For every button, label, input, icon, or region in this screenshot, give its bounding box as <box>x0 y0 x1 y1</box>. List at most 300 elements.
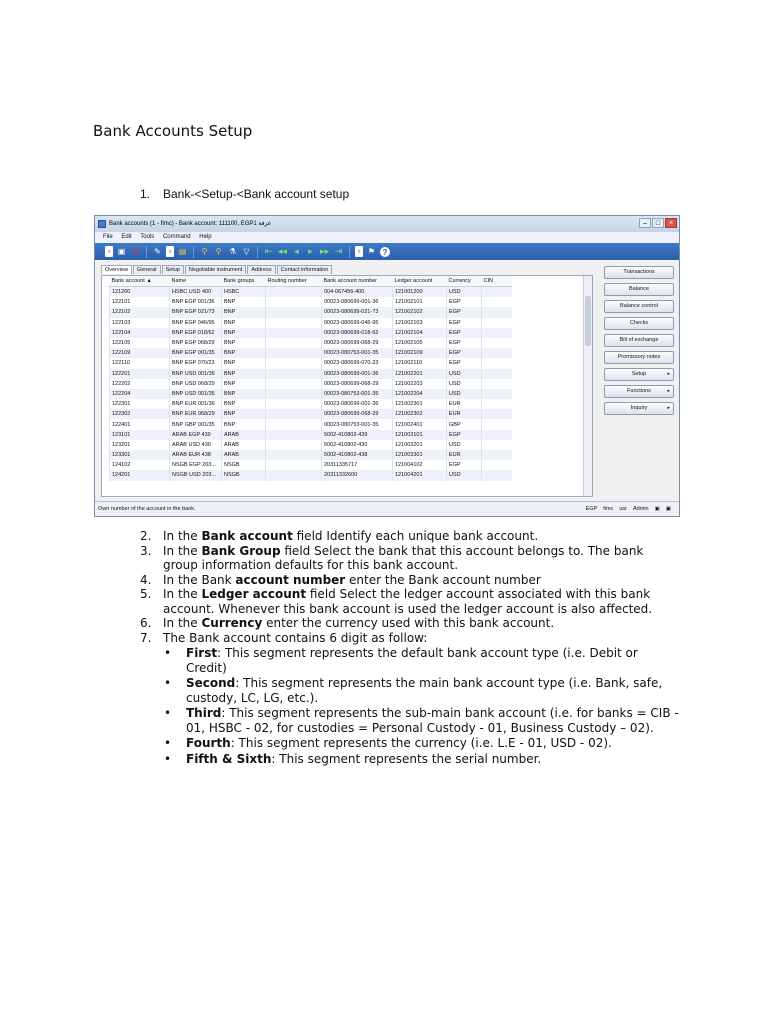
table-cell[interactable]: 121002101 <box>393 297 447 307</box>
table-cell[interactable]: 20311335717 <box>322 460 393 470</box>
step-text: In the <box>163 529 202 543</box>
step-number: 7. <box>140 630 152 645</box>
tab-overview[interactable]: Overview <box>101 265 132 274</box>
step-field-name: Bank account <box>201 529 293 543</box>
table-cell[interactable] <box>482 419 512 429</box>
step-text: The Bank account contains 6 digit as follow: <box>163 630 428 645</box>
table-cell[interactable]: HSBC <box>222 287 266 298</box>
table-cell[interactable]: 00023-080699-021-73 <box>322 307 393 317</box>
table-cell[interactable]: BNP <box>222 348 266 358</box>
table-cell[interactable] <box>266 460 322 470</box>
minimize-icon[interactable]: – <box>639 218 651 228</box>
table-cell[interactable]: 121002102 <box>393 307 447 317</box>
status-currency: EGP <box>585 506 598 512</box>
table-cell[interactable]: 00023-080699-001-36 <box>322 399 393 409</box>
table-cell[interactable] <box>482 460 512 470</box>
new-icon[interactable]: ▫ <box>105 246 113 257</box>
table-cell[interactable]: 122202 <box>110 379 170 389</box>
table-cell[interactable]: HSBC USD 400 <box>170 287 222 298</box>
tab-contact-information[interactable]: Contact information <box>277 265 333 274</box>
segment-description: : This segment represents the main bank account type (i.e. Bank, safe, custody, LC, LG, etc.). <box>186 676 663 705</box>
status-bar <box>95 501 679 516</box>
step-number: 2. <box>140 529 152 543</box>
table-cell[interactable]: 122109 <box>110 348 170 358</box>
button-label: Inquiry <box>630 405 648 411</box>
segment-description: : This segment represents the serial number. <box>271 751 542 766</box>
segment-name: Fifth & Sixth <box>186 751 272 766</box>
table-cell[interactable] <box>266 297 322 307</box>
table-cell[interactable]: 5002-410802-439 <box>322 430 393 440</box>
previous-page-icon[interactable]: ◂◂ <box>277 246 288 256</box>
table-cell[interactable]: BNP <box>222 307 266 317</box>
table-cell[interactable] <box>482 358 512 368</box>
table-cell[interactable]: 122101 <box>110 297 170 307</box>
table-cell[interactable]: BNP EGP 001/35 <box>170 348 222 358</box>
table-cell[interactable]: BNP USD 068/29 <box>170 379 222 389</box>
table-cell[interactable]: NSGB EGP 203... <box>170 460 222 470</box>
table-cell[interactable]: EGP <box>447 358 482 368</box>
table-cell[interactable] <box>266 430 322 440</box>
step-number: 5. <box>140 587 152 601</box>
table-cell[interactable]: 121002204 <box>393 389 447 399</box>
table-cell[interactable]: 00023-080699-070-23 <box>322 358 393 368</box>
button-label: Balance control <box>620 303 658 309</box>
table-cell[interactable]: 00023-080699-001-36 <box>322 297 393 307</box>
menu-file[interactable]: File <box>103 234 113 240</box>
column-header[interactable]: Bank account number <box>322 276 393 287</box>
tab-address[interactable]: Address <box>247 265 275 274</box>
table-row[interactable] <box>110 450 512 460</box>
table-cell[interactable]: 00023-080699-046-95 <box>322 318 393 328</box>
side-button-balance[interactable] <box>604 283 674 296</box>
table-cell[interactable]: USD <box>447 287 482 298</box>
table-cell[interactable]: USD <box>447 440 482 450</box>
table-cell[interactable]: BNP GBP 001/35 <box>170 419 222 429</box>
bullet-icon: • <box>164 676 172 690</box>
table-cell[interactable]: 122201 <box>110 369 170 379</box>
table-row[interactable] <box>110 460 512 470</box>
status-icon: ▣ <box>665 506 671 512</box>
bank-accounts-grid <box>101 275 593 497</box>
side-button-promissory-notes[interactable] <box>604 351 674 364</box>
list-item <box>140 676 680 705</box>
side-button-transactions[interactable] <box>604 266 674 279</box>
table-cell[interactable]: 121003201 <box>393 440 447 450</box>
button-label: Functions <box>627 388 651 394</box>
button-label: Checks <box>629 320 649 326</box>
column-header[interactable]: Bank groups <box>222 276 266 287</box>
table-cell[interactable] <box>266 328 322 338</box>
table-cell[interactable]: BNP EGP 018/62 <box>170 328 222 338</box>
table-cell[interactable]: 124102 <box>110 460 170 470</box>
table-cell[interactable] <box>266 419 322 429</box>
table-cell[interactable]: 5002-410802-430 <box>322 440 393 450</box>
table-cell[interactable]: 004-067456-400 <box>322 287 393 298</box>
table-cell[interactable]: BNP EUR 001/36 <box>170 399 222 409</box>
column-header[interactable]: Bank account ▲ <box>110 276 170 287</box>
table-cell[interactable]: 122401 <box>110 419 170 429</box>
bullet-icon: • <box>164 646 172 660</box>
table-cell[interactable]: 121002203 <box>393 379 447 389</box>
table-cell[interactable] <box>482 328 512 338</box>
table-cell[interactable]: 121002104 <box>393 328 447 338</box>
table-cell[interactable]: BNP <box>222 379 266 389</box>
side-button-balance-control[interactable] <box>604 300 674 313</box>
table-cell[interactable] <box>482 307 512 317</box>
last-record-icon[interactable]: ⇥ <box>334 246 343 256</box>
menu-help[interactable]: Help <box>199 234 212 240</box>
list-item <box>140 646 680 675</box>
step-text: enter the currency used with this bank account. <box>262 616 555 630</box>
table-cell[interactable]: EGP <box>447 318 482 328</box>
table-cell[interactable]: ARAB EGP 439 <box>170 430 222 440</box>
filter-icon[interactable]: ⚲ <box>215 247 222 256</box>
step-6 <box>140 616 680 631</box>
table-cell[interactable]: NSGB <box>222 460 266 470</box>
table-cell[interactable] <box>266 369 322 379</box>
button-label: Transactions <box>623 269 655 275</box>
table-header <box>110 276 512 287</box>
menu-bar <box>95 232 679 243</box>
next-record-icon[interactable]: ▸ <box>308 246 313 256</box>
button-label: Setup <box>631 371 647 377</box>
table-cell[interactable]: EGP <box>447 348 482 358</box>
step-field-name: account number <box>235 572 346 587</box>
bank-accounts-screenshot <box>94 215 680 517</box>
column-header[interactable]: Ledger account <box>393 276 447 287</box>
close-icon[interactable]: × <box>665 218 677 228</box>
table-cell[interactable] <box>482 399 512 409</box>
table-cell[interactable]: 121002109 <box>393 348 447 358</box>
table-cell[interactable]: BNP EGP 070/23 <box>170 358 222 368</box>
table-cell[interactable]: 121002302 <box>393 409 447 419</box>
tab-bar <box>101 265 333 274</box>
table-cell[interactable]: 00023-080699-018-62 <box>322 328 393 338</box>
table-cell[interactable]: BNP EGP 046/95 <box>170 318 222 328</box>
table-cell[interactable] <box>266 287 322 298</box>
table-cell[interactable]: EGP <box>447 297 482 307</box>
table-cell[interactable]: 122103 <box>110 318 170 328</box>
table-row[interactable] <box>110 358 512 368</box>
table-cell[interactable] <box>482 389 512 399</box>
page-title: Bank Accounts Setup <box>93 122 253 140</box>
table-row[interactable] <box>110 430 512 440</box>
table-cell[interactable]: 121004102 <box>393 460 447 470</box>
table-cell[interactable]: 123301 <box>110 450 170 460</box>
table-cell[interactable]: BNP <box>222 338 266 348</box>
tab-negotiable-instrument[interactable]: Negotiable instrument <box>185 265 247 274</box>
menu-command[interactable]: Command <box>162 234 191 240</box>
step-4 <box>140 573 680 588</box>
table-cell[interactable] <box>482 297 512 307</box>
filter-by-selection-icon[interactable]: ⚲ <box>201 247 208 256</box>
menu-tools[interactable]: Tools <box>140 234 155 240</box>
table-cell[interactable]: NSGB <box>222 470 266 480</box>
table-row[interactable] <box>110 287 512 298</box>
table-cell[interactable]: 121002105 <box>393 338 447 348</box>
side-button-setup[interactable] <box>604 368 674 381</box>
document-icon[interactable]: ▫ <box>166 246 174 257</box>
table-cell[interactable]: BNP USD 001/35 <box>170 389 222 399</box>
button-label: Promissory notes <box>617 354 661 360</box>
table-cell[interactable]: 5002-410802-438 <box>322 450 393 460</box>
side-button-inquiry[interactable] <box>604 402 674 415</box>
table-cell[interactable]: EGP <box>447 430 482 440</box>
table-cell[interactable]: 20311332600 <box>322 470 393 480</box>
side-button-bill-of-exchange[interactable] <box>604 334 674 347</box>
table-cell[interactable]: USD <box>447 369 482 379</box>
bullet-icon: • <box>164 751 172 766</box>
table-cell[interactable]: 122204 <box>110 389 170 399</box>
table-row[interactable] <box>110 328 512 338</box>
table-body <box>110 287 512 481</box>
table-cell[interactable]: 00023-080753-001-35 <box>322 389 393 399</box>
table-cell[interactable]: BNP USD 001/36 <box>170 369 222 379</box>
table-row[interactable] <box>110 338 512 348</box>
table-cell[interactable]: BNP <box>222 358 266 368</box>
table-cell[interactable]: 121004201 <box>393 470 447 480</box>
table-cell[interactable]: 121003301 <box>393 450 447 460</box>
table-cell[interactable]: 00023-080753-001-35 <box>322 348 393 358</box>
step-3 <box>140 544 680 573</box>
help-icon[interactable]: ? <box>380 247 390 257</box>
table-cell[interactable] <box>266 470 322 480</box>
table-cell[interactable] <box>266 348 322 358</box>
segment-name: First <box>186 646 218 660</box>
first-record-icon[interactable]: ⇤ <box>264 246 273 256</box>
table-cell[interactable] <box>266 338 322 348</box>
step-text: Bank-<Setup-<Bank account setup <box>163 187 350 201</box>
table-cell[interactable]: EGP <box>447 307 482 317</box>
table-row[interactable] <box>110 379 512 389</box>
table-cell[interactable]: 122104 <box>110 328 170 338</box>
table-cell[interactable]: BNP <box>222 297 266 307</box>
table-cell[interactable] <box>482 369 512 379</box>
table-cell[interactable]: BNP <box>222 328 266 338</box>
table-cell[interactable] <box>266 399 322 409</box>
status-role: Admin <box>633 506 649 512</box>
table-cell[interactable]: 00023-080699-001-36 <box>322 369 393 379</box>
segment-name: Third <box>186 706 222 720</box>
segment-description: : This segment represents the default bank account type (i.e. Debit or Credit) <box>186 646 638 675</box>
table-cell[interactable] <box>482 287 512 298</box>
table-cell[interactable] <box>482 338 512 348</box>
table-row[interactable] <box>110 389 512 399</box>
table-row[interactable] <box>110 409 512 419</box>
table-cell[interactable]: USD <box>447 470 482 480</box>
table-cell[interactable]: ARAB USD 430 <box>170 440 222 450</box>
table-cell[interactable]: BNP <box>222 399 266 409</box>
table-row[interactable] <box>110 348 512 358</box>
table-cell[interactable]: BNP <box>222 419 266 429</box>
table-cell[interactable]: 121002301 <box>393 399 447 409</box>
table-cell[interactable] <box>482 450 512 460</box>
table-cell[interactable]: 00023-080699-068-29 <box>322 338 393 348</box>
advanced-filter-icon[interactable]: ⚗ <box>228 247 237 256</box>
menu-edit[interactable]: Edit <box>121 234 132 240</box>
table-cell[interactable] <box>482 379 512 389</box>
table-cell[interactable] <box>482 440 512 450</box>
table-row[interactable] <box>110 369 512 379</box>
table-cell[interactable]: 121003101 <box>393 430 447 440</box>
table-cell[interactable] <box>482 318 512 328</box>
toolbar-separator <box>349 246 350 258</box>
table-cell[interactable]: NSGB USD 203... <box>170 470 222 480</box>
table-cell[interactable]: ARAB EUR 438 <box>170 450 222 460</box>
window-title: Bank accounts (1 - fimc) - Bank account: 111100, EGP1 غرفة <box>109 221 271 227</box>
table-cell[interactable]: 121002103 <box>393 318 447 328</box>
table-cell[interactable] <box>266 440 322 450</box>
toolbar <box>95 243 679 260</box>
table-row[interactable] <box>110 470 512 480</box>
delete-icon[interactable]: ✕ <box>132 247 139 256</box>
list-item <box>140 736 680 751</box>
table-row[interactable] <box>110 318 512 328</box>
table-cell[interactable]: EGP <box>447 328 482 338</box>
table-row[interactable] <box>110 419 512 429</box>
table-cell[interactable]: 121002401 <box>393 419 447 429</box>
table-cell[interactable] <box>482 348 512 358</box>
window-title-bar <box>95 216 679 232</box>
submenu-arrow-icon: ▸ <box>667 371 670 377</box>
table-cell[interactable] <box>266 307 322 317</box>
table-cell[interactable]: EUR <box>447 409 482 419</box>
tab-setup[interactable]: Setup <box>162 265 184 274</box>
step-field-name: Bank Group <box>201 543 281 558</box>
table-cell[interactable]: 122105 <box>110 338 170 348</box>
table-cell[interactable]: BNP EUR 068/29 <box>170 409 222 419</box>
table-cell[interactable]: EGP <box>447 460 482 470</box>
table-cell[interactable] <box>482 430 512 440</box>
status-fields <box>586 502 671 516</box>
segment-name: Second <box>186 676 236 690</box>
table-row[interactable] <box>110 297 512 307</box>
toolbar-separator <box>257 246 258 258</box>
attach-icon[interactable]: ✎ <box>154 247 161 256</box>
table-cell[interactable] <box>266 318 322 328</box>
table-cell[interactable]: 00023-080699-068-29 <box>322 409 393 419</box>
instruction-steps <box>140 529 680 766</box>
column-header[interactable]: CIN <box>482 276 512 287</box>
table-cell[interactable] <box>266 379 322 389</box>
button-label: Balance <box>629 286 649 292</box>
table-cell[interactable]: USD <box>447 389 482 399</box>
table-cell[interactable]: EUR <box>447 399 482 409</box>
bullet-icon: • <box>164 736 172 750</box>
list-item <box>140 752 680 767</box>
table-cell[interactable]: BNP EGP 001/36 <box>170 297 222 307</box>
maximize-icon[interactable]: □ <box>652 218 664 228</box>
step-number: 4. <box>140 572 152 587</box>
column-header[interactable]: Routing number <box>266 276 322 287</box>
table-cell[interactable]: BNP <box>222 409 266 419</box>
table-cell[interactable]: BNP <box>222 318 266 328</box>
step-text: In the Bank <box>163 572 236 587</box>
table-cell[interactable]: EGP <box>447 338 482 348</box>
previous-record-icon[interactable]: ◂ <box>294 246 299 256</box>
table-cell[interactable]: BNP <box>222 369 266 379</box>
tab-general[interactable]: General <box>133 265 161 274</box>
table-cell[interactable] <box>266 358 322 368</box>
table-cell[interactable]: 122110 <box>110 358 170 368</box>
table-cell[interactable]: 121001200 <box>393 287 447 298</box>
step-number: 3. <box>140 543 152 558</box>
toolbar-separator <box>146 246 147 258</box>
table-cell[interactable]: 00023-080753-001-35 <box>322 419 393 429</box>
bank-accounts-table <box>109 276 512 481</box>
table-cell[interactable]: ARAB <box>222 440 266 450</box>
step-text: In the <box>163 543 202 558</box>
table-cell[interactable]: 122102 <box>110 307 170 317</box>
column-header[interactable]: Currency <box>447 276 482 287</box>
table-cell[interactable] <box>266 450 322 460</box>
step-number: 1. <box>140 187 151 201</box>
status-icon: ▣ <box>654 506 660 512</box>
table-cell[interactable]: 123201 <box>110 440 170 450</box>
table-cell[interactable]: 124201 <box>110 470 170 480</box>
step-2 <box>140 529 680 544</box>
status-message: Own number of the account in the bank. <box>98 506 196 512</box>
next-page-icon[interactable]: ▸▸ <box>319 246 330 256</box>
status-company: fimc <box>603 506 614 512</box>
table-cell[interactable]: 121200 <box>110 287 170 298</box>
table-cell[interactable]: GBP <box>447 419 482 429</box>
table-cell[interactable] <box>266 409 322 419</box>
funnel-icon[interactable]: ▽ <box>243 247 250 256</box>
step-number: 6. <box>140 616 152 630</box>
save-icon[interactable]: ▣ <box>117 247 126 256</box>
table-cell[interactable]: 123101 <box>110 430 170 440</box>
step-text: In the <box>163 616 202 630</box>
table-cell[interactable]: ARAB <box>222 430 266 440</box>
table-cell[interactable]: 00023-080699-068-29 <box>322 379 393 389</box>
side-button-panel <box>604 266 674 419</box>
table-cell[interactable]: USD <box>447 379 482 389</box>
table-cell[interactable] <box>482 470 512 480</box>
table-cell[interactable]: 122302 <box>110 409 170 419</box>
step-text: field Identify each unique bank account. <box>292 529 539 543</box>
document-handling-icon[interactable]: ▫ <box>355 246 363 257</box>
table-cell[interactable]: 121002110 <box>393 358 447 368</box>
table-cell[interactable] <box>482 409 512 419</box>
table-cell[interactable] <box>266 389 322 399</box>
segment-description: : This segment represents the currency (i.e. L.E - 01, USD - 02). <box>230 736 612 750</box>
side-button-checks[interactable] <box>604 317 674 330</box>
table-cell[interactable]: BNP <box>222 389 266 399</box>
table-cell[interactable]: 122301 <box>110 399 170 409</box>
bullet-icon: • <box>164 706 172 720</box>
alert-icon[interactable]: ⚑ <box>367 247 376 256</box>
step-7 <box>140 631 680 646</box>
table-cell[interactable]: EUR <box>447 450 482 460</box>
table-cell[interactable]: BNP EGP 021/73 <box>170 307 222 317</box>
table-row[interactable] <box>110 399 512 409</box>
step-field-name: Currency <box>201 616 263 630</box>
grid-scrollbar[interactable] <box>583 276 592 496</box>
table-cell[interactable]: 121002201 <box>393 369 447 379</box>
table-cell[interactable]: BNP EGP 068/29 <box>170 338 222 348</box>
table-cell[interactable]: ARAB <box>222 450 266 460</box>
excel-icon[interactable]: ▤ <box>178 247 187 256</box>
column-header[interactable]: Name <box>170 276 222 287</box>
table-row[interactable] <box>110 307 512 317</box>
segment-list <box>140 646 680 766</box>
form-body <box>95 260 679 501</box>
side-button-functions[interactable] <box>604 385 674 398</box>
table-row[interactable] <box>110 440 512 450</box>
window-controls <box>639 218 677 228</box>
scrollbar-thumb[interactable] <box>585 296 591 346</box>
